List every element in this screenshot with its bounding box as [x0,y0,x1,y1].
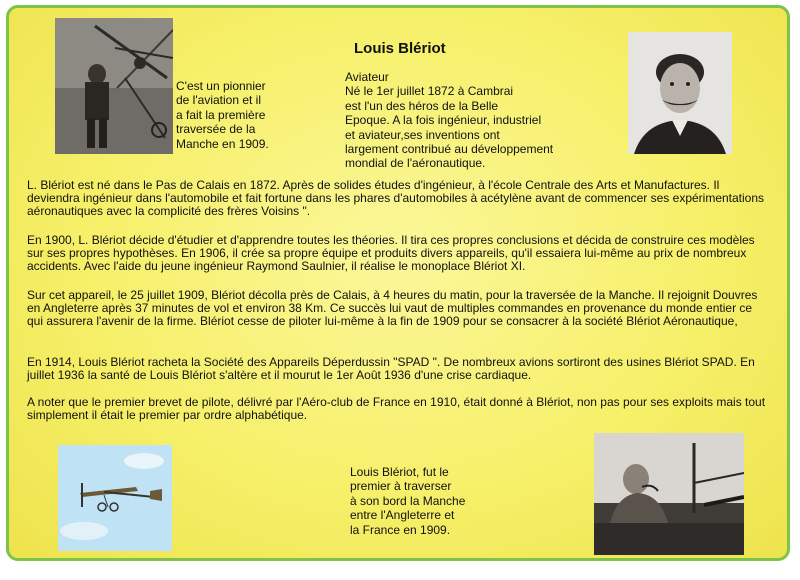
caption-line: la France en 1909. [350,522,451,537]
photo-pilot-with-plane [55,18,173,154]
intro-center-line: Né le 1er juillet 1872 à Cambrai [345,84,514,99]
pilot-in-cockpit-photo [594,433,744,555]
intro-left-line: Manche en 1909. [176,136,269,151]
intro-center-text [345,70,553,171]
intro-center-line: Epoque. A la fois ingénieur, industriel [345,113,542,128]
caption-line: Louis Blériot, fut le [350,465,449,479]
intro-center-line: et aviateur,ses inventions ont [345,127,500,142]
paragraph: En 1900, L. Blériot décide d'étudier et d'apprendre toutes les théories. Il tira ces propres conclusions et décida de construire ces modèles sur ses propres hypothèses. En 1906, il crée sa propre équipe et produits divers appareils, qu'il essaiera lui-même au prix de nombreux accidents. Avec l'aide du jeune ingénieur Raymond Saulnier, il réalise le monoplace Blériot XI. [27,233,755,274]
intro-left-line: traversée de la [176,122,256,137]
plane-in-sky-image [58,445,172,551]
paragraph: En 1914, Louis Blériot racheta la Société des Appareils Déperdussin "SPAD ". De nombreux avions sortiront des usines Blériot SPAD. En juillet 1936 la santé de Louis Blériot s'altère et il mourut le 1er Août 1936 d'une crise cardiaque. [27,355,755,383]
caption-line: à son bord la Manche [350,493,466,508]
paragraph: L. Blériot est né dans le Pas de Calais en 1872. Après de solides études d'ingénieur, à l'école Centrale des Arts et Manufactures. Il deviendra ingénieur dans l'automobile et fait fortune dans les phares d'automobiles à acétylène avant de commencer ses expérimentations aéronautiques avec la complicité des frères Voisins ". [27,178,765,219]
paragraph: A noter que le premier brevet de pilote, délivré par l'Aéro-club de France en 1910, était donné à Blériot, non pas pour ses exploits mais tout simplement il était le premier par ordre alphabétique. [27,395,766,423]
intro-left-text [176,79,269,151]
paragraph: Sur cet appareil, le 25 juillet 1909, Blériot décolla près de Calais, à 4 heures du matin, pour la traversée de la Manche. Il rejoignit Douvres en Angleterre après 37 minutes de vol et environ 38 Km. Ce succès lui vaut de multiples commandes en provenance du monde entier ce qui assurera l'avenir de la firme. Blériot cesse de piloter lui-même à la fin de 1909 pour se consacrer à la société Blériot Aéronautique, [27,288,758,329]
caption-line: entre l'Angleterre et [350,508,455,523]
intro-center-line: largement contribué au développement [345,142,554,157]
portrait-photo [628,32,732,154]
intro-center-line: Aviateur [345,70,389,84]
info-card [6,5,790,561]
intro-left-line: a fait la première [176,107,266,122]
caption-bottom [350,465,465,537]
page-title: Louis Blériot [354,40,446,57]
intro-center-line: est l'un des héros de la Belle [345,98,499,113]
caption-line: premier à traverser [350,479,452,494]
intro-center-line: mondial de l'aéronautique. [345,156,486,171]
intro-left-line: C'est un pionnier [176,79,266,93]
intro-left-line: de l'aviation et il [176,93,262,108]
